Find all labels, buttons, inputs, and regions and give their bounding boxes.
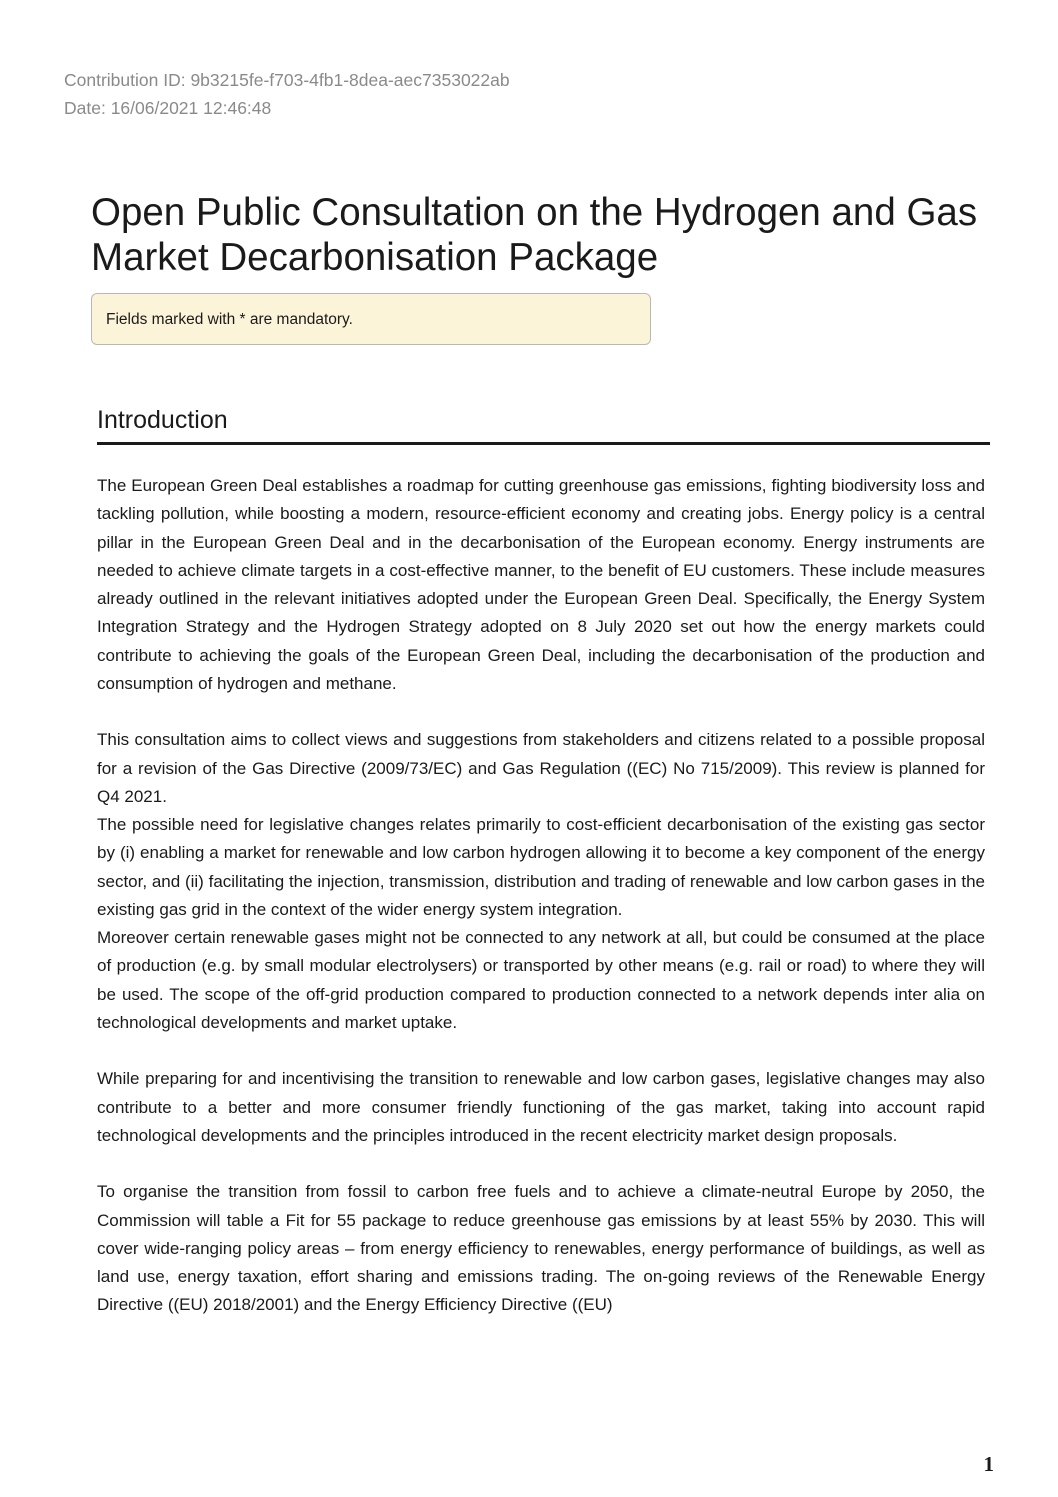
paragraph: To organise the transition from fossil to carbon free fuels and to achieve a climate-neutral Europe by 2050, the Commission will table a Fit for 55 package to reduce greenhouse gas emissions by at least 55% by 2030. This will cover wide-ranging policy areas – from energy efficiency to renewables, energy performance of buildings, as well as land use, energy taxation, effort sharing and emissions trading. The on-going reviews of the Renewable Energy Directive ((EU) 2018/2001) and the Energy Efficiency Directive ((EU) bbox=[97, 1182, 985, 1315]
page-number: 1 bbox=[983, 1452, 994, 1476]
paragraph: The possible need for legislative changes relates primarily to cost-efficient decarbonisation of the existing gas sector by (i) enabling a market for renewable and low carbon hydrogen allowing it to become a key component of the energy sector, and (ii) facilitating the injection, transmission, distribution and trading of renewable and low carbon gases in the existing gas grid in the context of the wider energy system integration. bbox=[97, 815, 985, 919]
paragraph: Moreover certain renewable gases might not be connected to any network at all, but could be consumed at the place of production (e.g. by small modular electrolysers) or transported by other means (e.g. rail or road) to where they will be used. The scope of the off-grid production compared to production connected to a network depends inter alia on technological developments and market uptake. bbox=[97, 928, 985, 1032]
submission-date: Date: 16/06/2021 12:46:48 bbox=[64, 98, 272, 118]
mandatory-fields-notice: Fields marked with * are mandatory. bbox=[91, 293, 651, 345]
paragraph: While preparing for and incentivising the transition to renewable and low carbon gases, legislative changes may also contribute to a better and more consumer friendly functioning of the gas market, taking into account rapid technological developments and the principles introduced in the recent electricity market design proposals. bbox=[97, 1069, 985, 1145]
section-heading-introduction: Introduction bbox=[97, 402, 990, 445]
document-meta bbox=[64, 66, 510, 122]
contribution-id: Contribution ID: 9b3215fe-f703-4fb1-8dea-aec7353022ab bbox=[64, 70, 510, 90]
page-title: Open Public Consultation on the Hydrogen and Gas Market Decarbonisation Package bbox=[91, 191, 978, 279]
paragraph: This consultation aims to collect views and suggestions from stakeholders and citizens related to a possible proposal for a revision of the Gas Directive (2009/73/EC) and Gas Regulation ((EC) No 715/2009). This review is planned for Q4 2021. bbox=[97, 730, 985, 806]
paragraph: The European Green Deal establishes a roadmap for cutting greenhouse gas emissions, fighting biodiversity loss and tackling pollution, while boosting a modern, resource-efficient economy and creating jobs. Energy policy is a central pillar in the European Green Deal and in the decarbonisation of the European economy. Energy instruments are needed to achieve climate targets in a cost-effective manner, to the benefit of EU customers. These include measures already outlined in the relevant initiatives adopted under the European Green Deal. Specifically, the Energy System Integration Strategy and the Hydrogen Strategy adopted on 8 July 2020 set out how the energy markets could contribute to achieving the goals of the European Green Deal, including the decarbonisation of the production and consumption of hydrogen and methane. bbox=[97, 476, 985, 693]
introduction-body bbox=[97, 472, 985, 1320]
